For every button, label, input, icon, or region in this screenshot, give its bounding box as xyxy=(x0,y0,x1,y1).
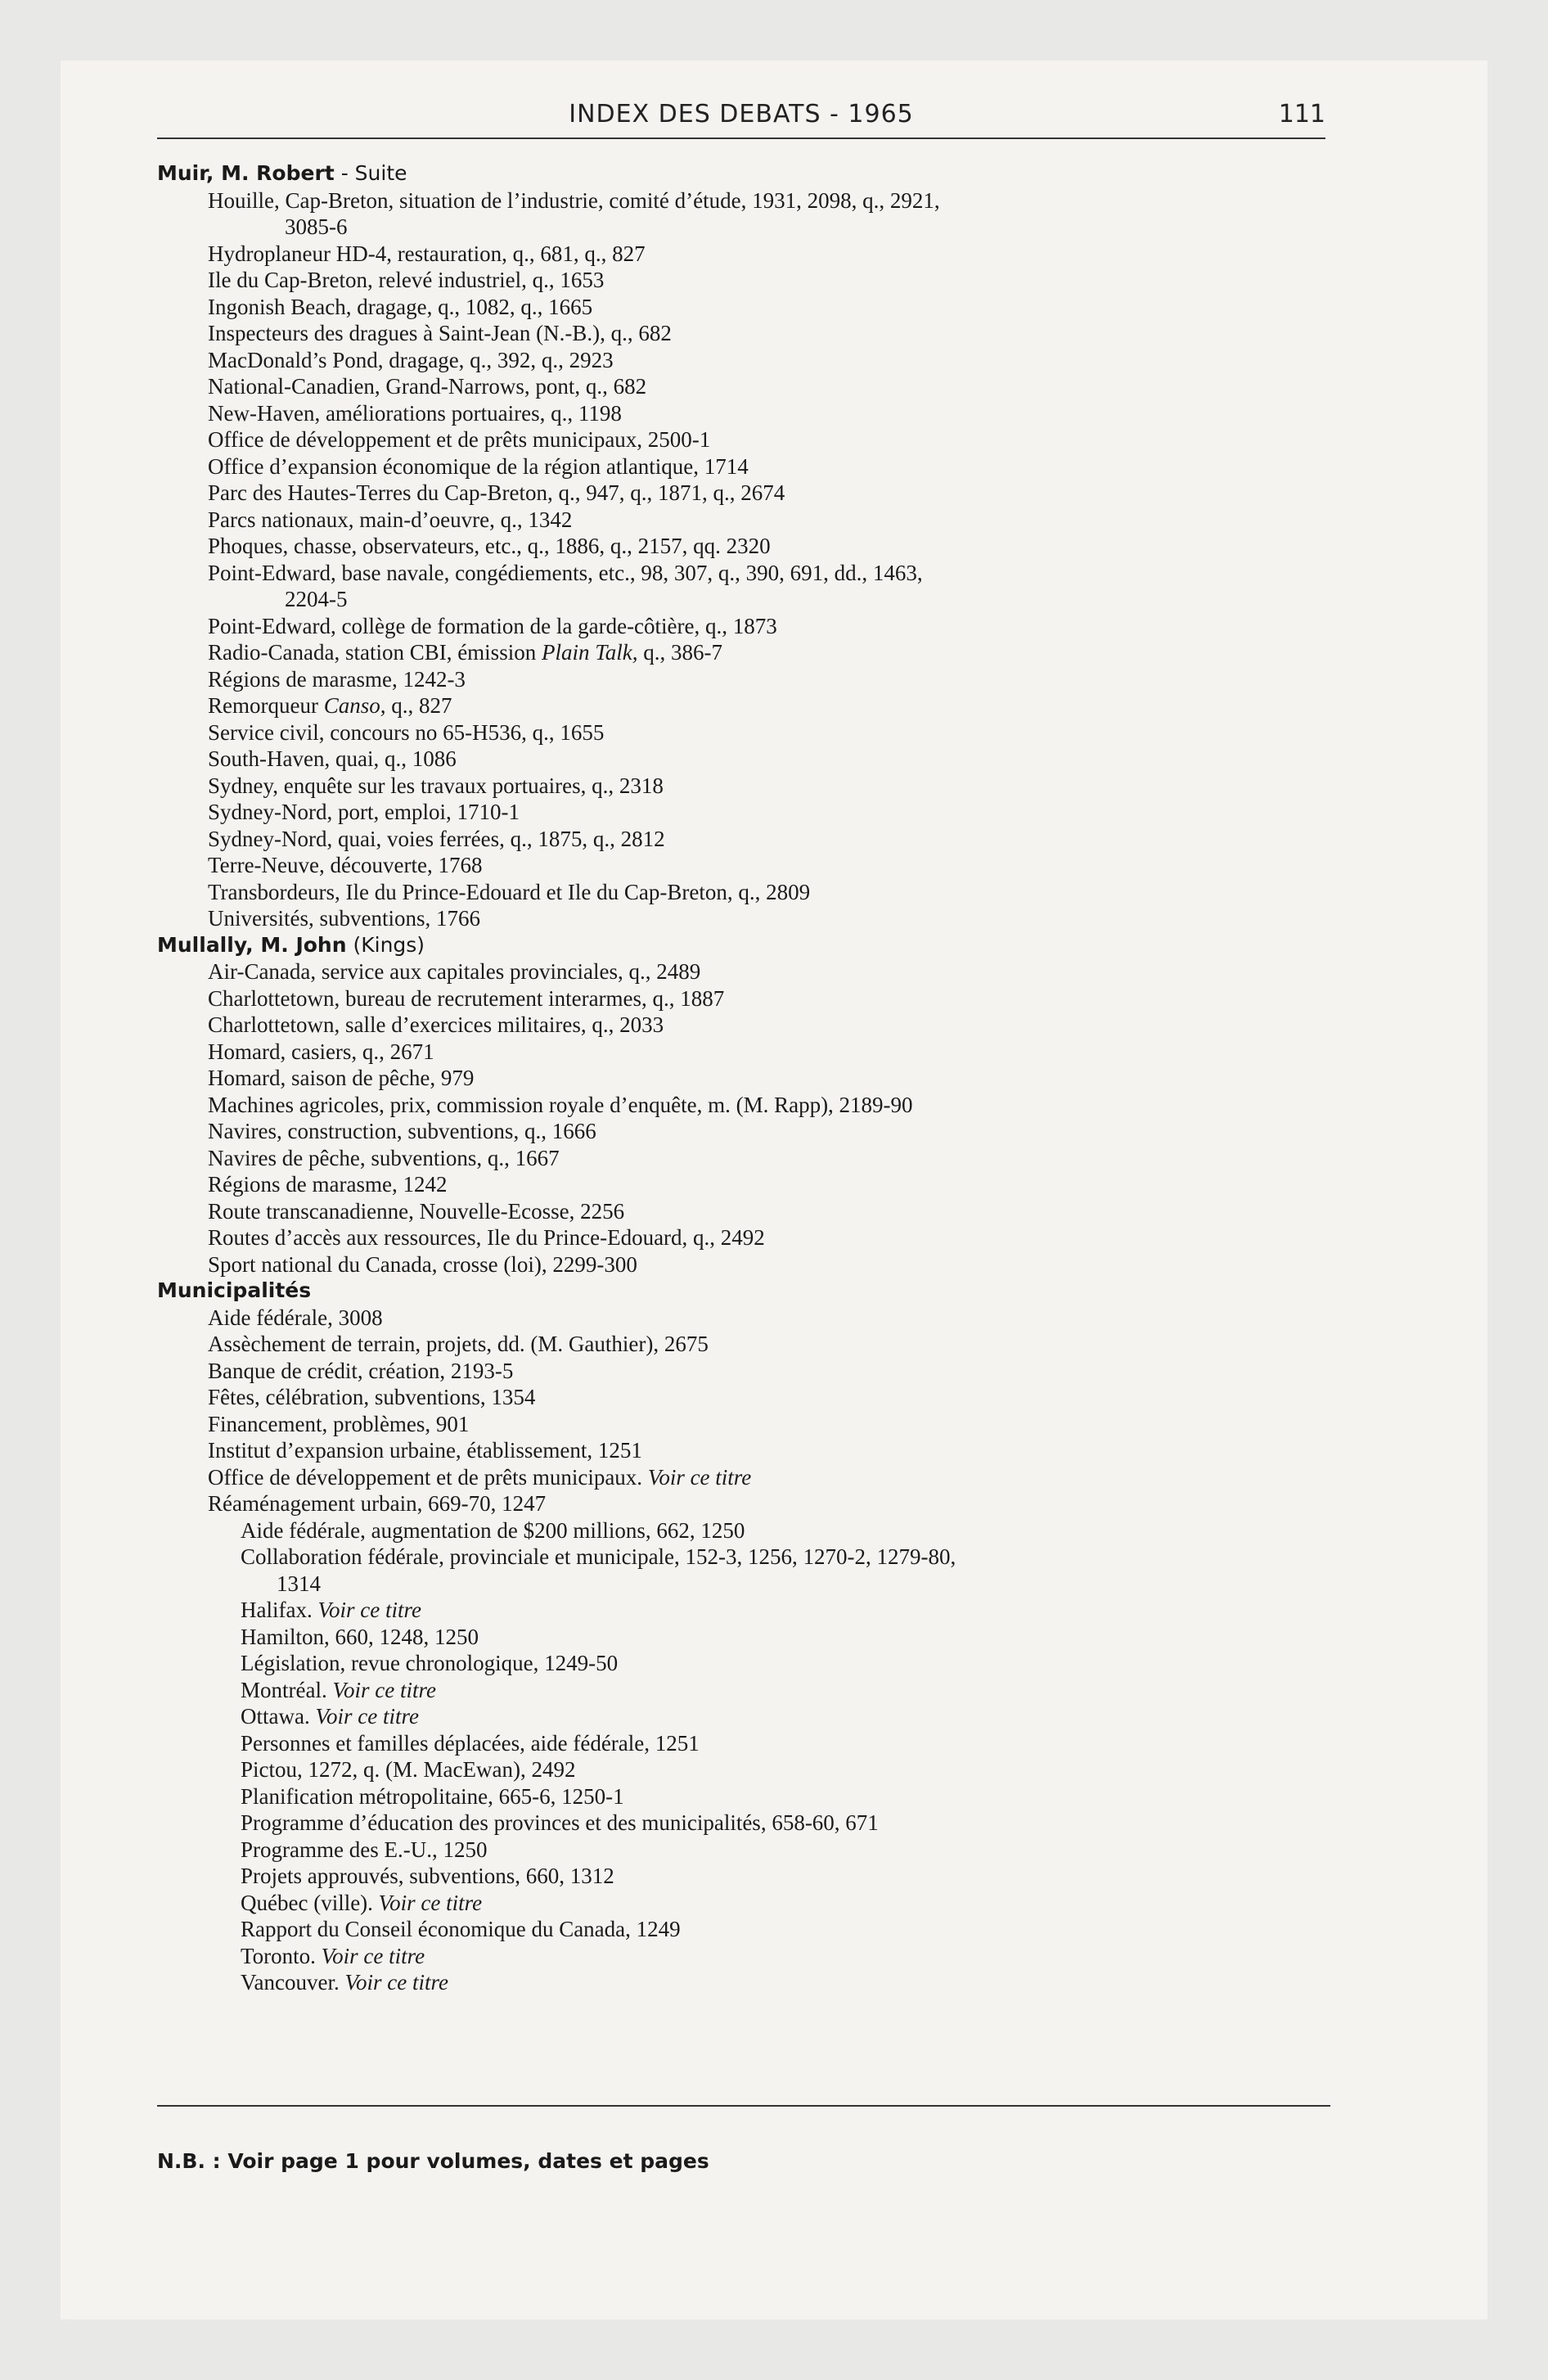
entry-text: Réaménagement urbain, 669-70, 1247 xyxy=(208,1491,547,1516)
index-entry xyxy=(157,1464,1327,1491)
index-entry xyxy=(157,1198,1327,1225)
index-entry xyxy=(157,453,1327,480)
index-subentry xyxy=(157,1544,1327,1571)
index-entry xyxy=(157,773,1327,800)
index-subentry xyxy=(157,1863,1327,1890)
index-entry xyxy=(157,320,1327,347)
index-subentry xyxy=(157,1624,1327,1651)
entry-text: Inspecteurs des dragues à Saint-Jean (N.-B.), q., 682 xyxy=(208,321,672,345)
index-entry xyxy=(157,1092,1327,1119)
entry-text: Banque de crédit, création, 2193-5 xyxy=(208,1358,514,1383)
heading-suffix: - Suite xyxy=(334,161,407,185)
entry-text: Office de développement et de prêts municipaux. xyxy=(208,1464,648,1490)
entry-text: Charlottetown, bureau de recrutement interarmes, q., 1887 xyxy=(208,985,725,1011)
page-header xyxy=(157,88,1325,139)
entry-text: Point-Edward, collège de formation de la garde-côtière, q., 1873 xyxy=(208,613,777,638)
entry-text: New-Haven, améliorations portuaires, q., 1198 xyxy=(208,400,622,426)
entry-text: Service civil, concours no 65-H536, q., 1655 xyxy=(208,719,605,745)
index-entry xyxy=(157,347,1327,374)
heading-suffix: (Kings) xyxy=(346,932,425,957)
entry-text: National-Canadien, Grand-Narrows, pont, q., 682 xyxy=(208,374,647,399)
index-entry xyxy=(157,1437,1327,1464)
entry-text: Hydroplaneur HD-4, restauration, q., 681, q., 827 xyxy=(208,241,646,266)
index-entry xyxy=(157,187,1327,214)
entry-text: Universités, subventions, 1766 xyxy=(208,906,480,931)
index-entry xyxy=(157,1012,1327,1039)
entry-italic: Voir ce titre xyxy=(315,1704,419,1729)
index-entry xyxy=(157,1331,1327,1358)
index-subentry xyxy=(157,1650,1327,1677)
index-entry xyxy=(157,666,1327,693)
entry-rest: q., 386-7 xyxy=(637,640,722,665)
entry-italic: Plain Talk, xyxy=(541,640,638,665)
entry-text: Hamilton, 660, 1248, 1250 xyxy=(241,1624,479,1649)
index-subentry xyxy=(157,1571,1327,1598)
entry-text: Financement, problèmes, 901 xyxy=(208,1411,470,1436)
entry-italic: Voir ce titre xyxy=(317,1598,421,1622)
index-entry xyxy=(157,1039,1327,1066)
index-heading xyxy=(157,932,1327,959)
entry-text: Personnes et familles déplacées, aide fédérale, 1251 xyxy=(241,1730,700,1756)
entry-text: Remorqueur xyxy=(208,693,324,718)
page-number: 111 xyxy=(1278,100,1325,128)
index-entry xyxy=(157,692,1327,719)
index-entry xyxy=(157,373,1327,400)
index-entry xyxy=(157,852,1327,879)
entry-text: Collaboration fédérale, provinciale et municipale, 152-3, 1256, 1270-2, 1279-80, xyxy=(241,1544,956,1569)
index-entry xyxy=(157,1065,1327,1092)
index-entry xyxy=(157,826,1327,853)
index-entry xyxy=(157,1358,1327,1385)
entry-text: Montréal. xyxy=(241,1677,333,1702)
entry-text: Institut d’expansion urbaine, établissement, 1251 xyxy=(208,1438,642,1463)
entry-text: Québec (ville). xyxy=(241,1890,379,1915)
index-entry xyxy=(157,719,1327,746)
index-subentry xyxy=(157,1837,1327,1864)
index-subentry xyxy=(157,1703,1327,1730)
entry-text: Parc des Hautes-Terres du Cap-Breton, q., 947, q., 1871, q., 2674 xyxy=(208,480,785,505)
index-entry xyxy=(157,1490,1327,1517)
entry-text: Vancouver. xyxy=(241,1970,345,1995)
entry-text: Routes d’accès aux ressources, Ile du Prince-Edouard, q., 2492 xyxy=(208,1225,765,1250)
entry-text: Régions de marasme, 1242-3 xyxy=(208,666,466,692)
index-entry xyxy=(157,267,1327,294)
entry-italic: Canso, xyxy=(323,693,386,718)
entry-text: Rapport du Conseil économique du Canada, 1249 xyxy=(241,1917,681,1941)
entry-text: South-Haven, quai, q., 1086 xyxy=(208,746,457,771)
index-subentry xyxy=(157,1517,1327,1544)
entry-text: Ingonish Beach, dragage, q., 1082, q., 1665 xyxy=(208,294,593,319)
entry-text: Assèchement de terrain, projets, dd. (M. Gauthier), 2675 xyxy=(208,1332,709,1356)
entry-text: Office de développement et de prêts municipaux, 2500-1 xyxy=(208,427,711,452)
entry-text: Point-Edward, base navale, congédiements, etc., 98, 307, q., 390, 691, dd., 1463, xyxy=(208,560,923,585)
index-entry xyxy=(157,294,1327,321)
index-entry xyxy=(157,639,1327,666)
index-entry xyxy=(157,533,1327,560)
entry-text: Fêtes, célébration, subventions, 1354 xyxy=(208,1385,536,1409)
entry-text: Aide fédérale, augmentation de $200 millions, 662, 1250 xyxy=(241,1517,745,1543)
index-subentry xyxy=(157,1943,1327,1970)
index-entry xyxy=(157,1171,1327,1198)
entry-rest: q., 827 xyxy=(385,693,452,718)
entry-text: Ottawa. xyxy=(241,1704,316,1729)
heading-name: Muir, M. Robert xyxy=(157,161,335,185)
entry-text: Homard, saison de pêche, 979 xyxy=(208,1066,475,1090)
entry-text: Phoques, chasse, observateurs, etc., q., 1886, q., 2157, qq. 2320 xyxy=(208,534,771,558)
entry-text: Législation, revue chronologique, 1249-50 xyxy=(241,1651,619,1675)
heading-name: Municipalités xyxy=(157,1278,312,1302)
index-entry xyxy=(157,586,1327,613)
entry-text: Aide fédérale, 3008 xyxy=(208,1305,383,1330)
entry-italic: Voir ce titre xyxy=(321,1943,425,1968)
entry-text: 3085-6 xyxy=(285,214,348,239)
entry-text: Houille, Cap-Breton, situation de l’industrie, comité d’étude, 1931, 2098, q., 2921, xyxy=(208,187,940,213)
index-entry xyxy=(157,1224,1327,1251)
index-entry xyxy=(157,879,1327,906)
index-heading xyxy=(157,1278,1327,1305)
index-entry xyxy=(157,400,1327,427)
index-entry xyxy=(157,1118,1327,1145)
entry-text: Terre-Neuve, découverte, 1768 xyxy=(208,853,483,877)
entry-text: Programme des E.-U., 1250 xyxy=(241,1837,488,1862)
index-entry xyxy=(157,480,1327,507)
header-title: INDEX DES DEBATS - 1965 xyxy=(569,100,914,128)
footer-note: N.B. : Voir page 1 pour volumes, dates et pages xyxy=(157,2149,709,2173)
index-subentry xyxy=(157,1969,1327,1996)
index-entry xyxy=(157,426,1327,453)
footer-divider xyxy=(157,2105,1330,2107)
entry-text: Charlottetown, salle d’exercices militaires, q., 2033 xyxy=(208,1012,664,1037)
index-subentry xyxy=(157,1916,1327,1943)
entry-text: Navires de pêche, subventions, q., 1667 xyxy=(208,1145,560,1170)
index-entry xyxy=(157,507,1327,534)
index-entry xyxy=(157,985,1327,1012)
entry-text: Parcs nationaux, main-d’oeuvre, q., 1342 xyxy=(208,507,573,532)
entry-italic: Voir ce titre xyxy=(332,1677,436,1702)
index-subentry xyxy=(157,1677,1327,1704)
index-entry xyxy=(157,905,1327,932)
index-subentry xyxy=(157,1810,1327,1837)
index-entry xyxy=(157,1145,1327,1172)
entry-text: Navires, construction, subventions, q., 1666 xyxy=(208,1119,596,1143)
index-content xyxy=(157,160,1327,1996)
index-entry xyxy=(157,613,1327,640)
entry-text: Halifax. xyxy=(241,1598,318,1622)
index-entry xyxy=(157,799,1327,826)
entry-text: Projets approuvés, subventions, 660, 1312 xyxy=(241,1864,614,1888)
index-entry xyxy=(157,746,1327,773)
entry-text: Sydney-Nord, port, emploi, 1710-1 xyxy=(208,800,520,824)
entry-text: 1314 xyxy=(277,1571,321,1596)
entry-text: Pictou, 1272, q. (M. MacEwan), 2492 xyxy=(241,1757,576,1782)
index-entry xyxy=(157,560,1327,587)
index-entry xyxy=(157,241,1327,268)
index-heading xyxy=(157,160,1327,187)
entry-text: Route transcanadienne, Nouvelle-Ecosse, 2256 xyxy=(208,1198,625,1224)
index-entry xyxy=(157,1251,1327,1278)
index-entry xyxy=(157,958,1327,985)
entry-text: Machines agricoles, prix, commission royale d’enquête, m. (M. Rapp), 2189-90 xyxy=(208,1092,913,1117)
heading-name: Mullally, M. John xyxy=(157,932,347,957)
entry-text: Homard, casiers, q., 2671 xyxy=(208,1039,434,1064)
entry-text: Régions de marasme, 1242 xyxy=(208,1172,448,1197)
entry-text: Ile du Cap-Breton, relevé industriel, q., 1653 xyxy=(208,268,605,292)
entry-text: Office d’expansion économique de la région atlantique, 1714 xyxy=(208,453,749,479)
entry-italic: Voir ce titre xyxy=(344,1970,448,1995)
entry-text: Toronto. xyxy=(241,1943,322,1968)
index-entry xyxy=(157,1384,1327,1411)
entry-text: Radio-Canada, station CBI, émission xyxy=(208,640,542,665)
entry-text: Transbordeurs, Ile du Prince-Edouard et Ile du Cap-Breton, q., 2809 xyxy=(208,879,811,904)
index-subentry xyxy=(157,1783,1327,1810)
entry-italic: Voir ce titre xyxy=(378,1890,483,1915)
entry-text: Planification métropolitaine, 665-6, 1250-1 xyxy=(241,1783,624,1809)
index-subentry xyxy=(157,1730,1327,1757)
index-subentry xyxy=(157,1890,1327,1917)
index-entry xyxy=(157,214,1327,241)
index-subentry xyxy=(157,1756,1327,1783)
entry-text: Sydney, enquête sur les travaux portuaires, q., 2318 xyxy=(208,773,664,798)
entry-text: 2204-5 xyxy=(285,587,348,611)
entry-italic: Voir ce titre xyxy=(647,1464,752,1490)
index-entry xyxy=(157,1411,1327,1438)
entry-text: Programme d’éducation des provinces et des municipalités, 658-60, 671 xyxy=(241,1810,879,1835)
index-subentry xyxy=(157,1597,1327,1624)
entry-text: Sydney-Nord, quai, voies ferrées, q., 1875, q., 2812 xyxy=(208,826,665,851)
entry-text: Sport national du Canada, crosse (loi), 2299-300 xyxy=(208,1251,637,1277)
index-entry xyxy=(157,1305,1327,1332)
entry-text: Air-Canada, service aux capitales provinciales, q., 2489 xyxy=(208,959,701,984)
entry-text: MacDonald’s Pond, dragage, q., 392, q., 2923 xyxy=(208,347,614,372)
